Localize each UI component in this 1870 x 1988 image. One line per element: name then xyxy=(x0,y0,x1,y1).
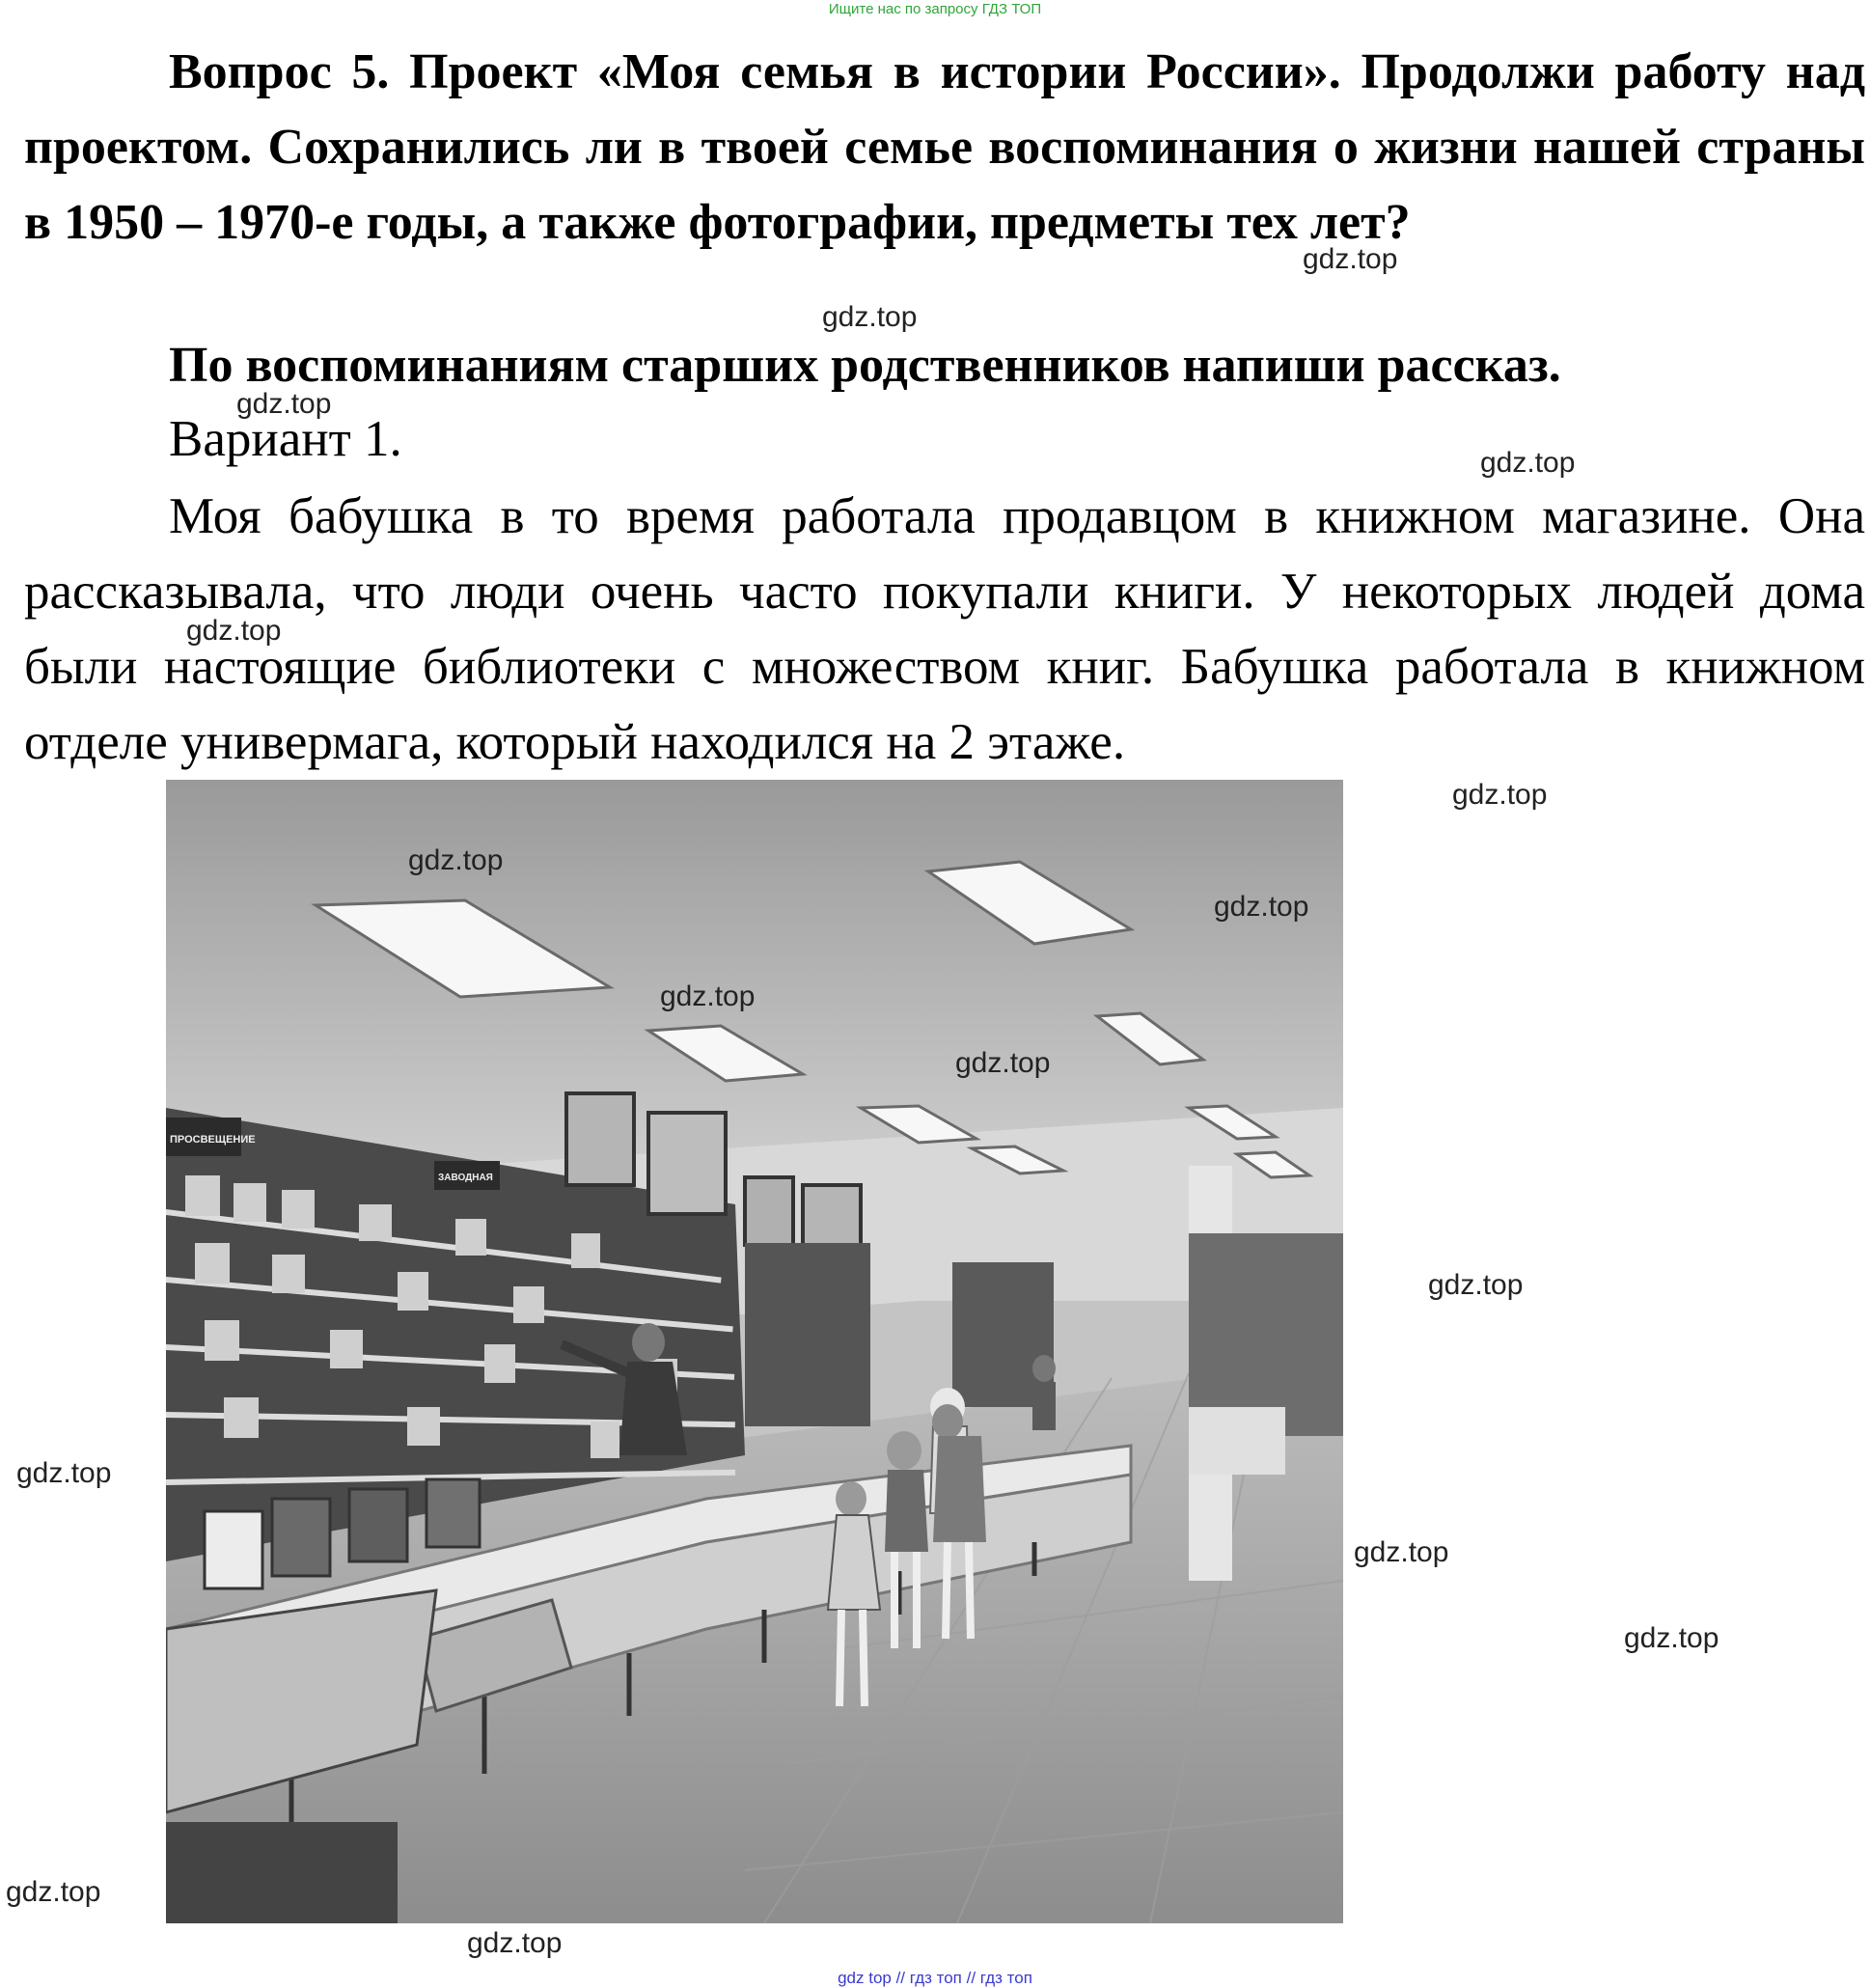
watermark: gdz.top xyxy=(822,301,918,333)
watermark: gdz.top xyxy=(1428,1269,1524,1301)
watermark: gdz.top xyxy=(1624,1622,1719,1654)
variant-label: Вариант 1. xyxy=(169,411,402,467)
watermark: gdz.top xyxy=(408,844,504,876)
watermark: gdz.top xyxy=(236,388,332,420)
watermark: gdz.top xyxy=(467,1927,563,1959)
watermark: gdz.top xyxy=(16,1457,112,1489)
top-banner: Ищите нас по запросу ГДЗ ТОП xyxy=(828,1,1042,17)
bookstore-photo xyxy=(166,780,1343,1923)
story-text: Моя бабушка в то время работала продавцом в книжном магазине. Она рассказывала, что люди очень часто покупали книги. У некоторых людей дома были настоящие библиотеки с множеством книг. Бабушка работала в книжном отделе универмага, который находился на 2 этаже. xyxy=(24,488,1865,770)
watermark: gdz.top xyxy=(660,980,756,1012)
watermark: gdz.top xyxy=(1303,243,1398,275)
watermark: gdz.top xyxy=(186,615,282,647)
watermark: gdz.top xyxy=(6,1876,101,1908)
watermark: gdz.top xyxy=(955,1047,1051,1079)
bottom-banner: gdz top // гдз топ // гдз топ xyxy=(838,1969,1032,1987)
task-instruction: По воспоминаниям старших родственников напиши рассказ. xyxy=(169,338,1561,393)
question-text: Вопрос 5. Проект «Моя семья в истории России». Продолжи работу над проектом. Сохранились ли в твоей семье воспоминания о жизни нашей страны в 1950 – 1970-е годы, а также фотографии, предметы тех лет? xyxy=(24,44,1865,250)
watermark: gdz.top xyxy=(1452,779,1548,811)
watermark: gdz.top xyxy=(1214,891,1309,923)
sign-zavodnaya: ЗАВОДНАЯ xyxy=(438,1173,493,1183)
watermark: gdz.top xyxy=(1354,1536,1449,1568)
watermark: gdz.top xyxy=(1480,447,1576,479)
sign-prosveshchenie: ПРОСВЕЩЕНИЕ xyxy=(170,1134,256,1146)
